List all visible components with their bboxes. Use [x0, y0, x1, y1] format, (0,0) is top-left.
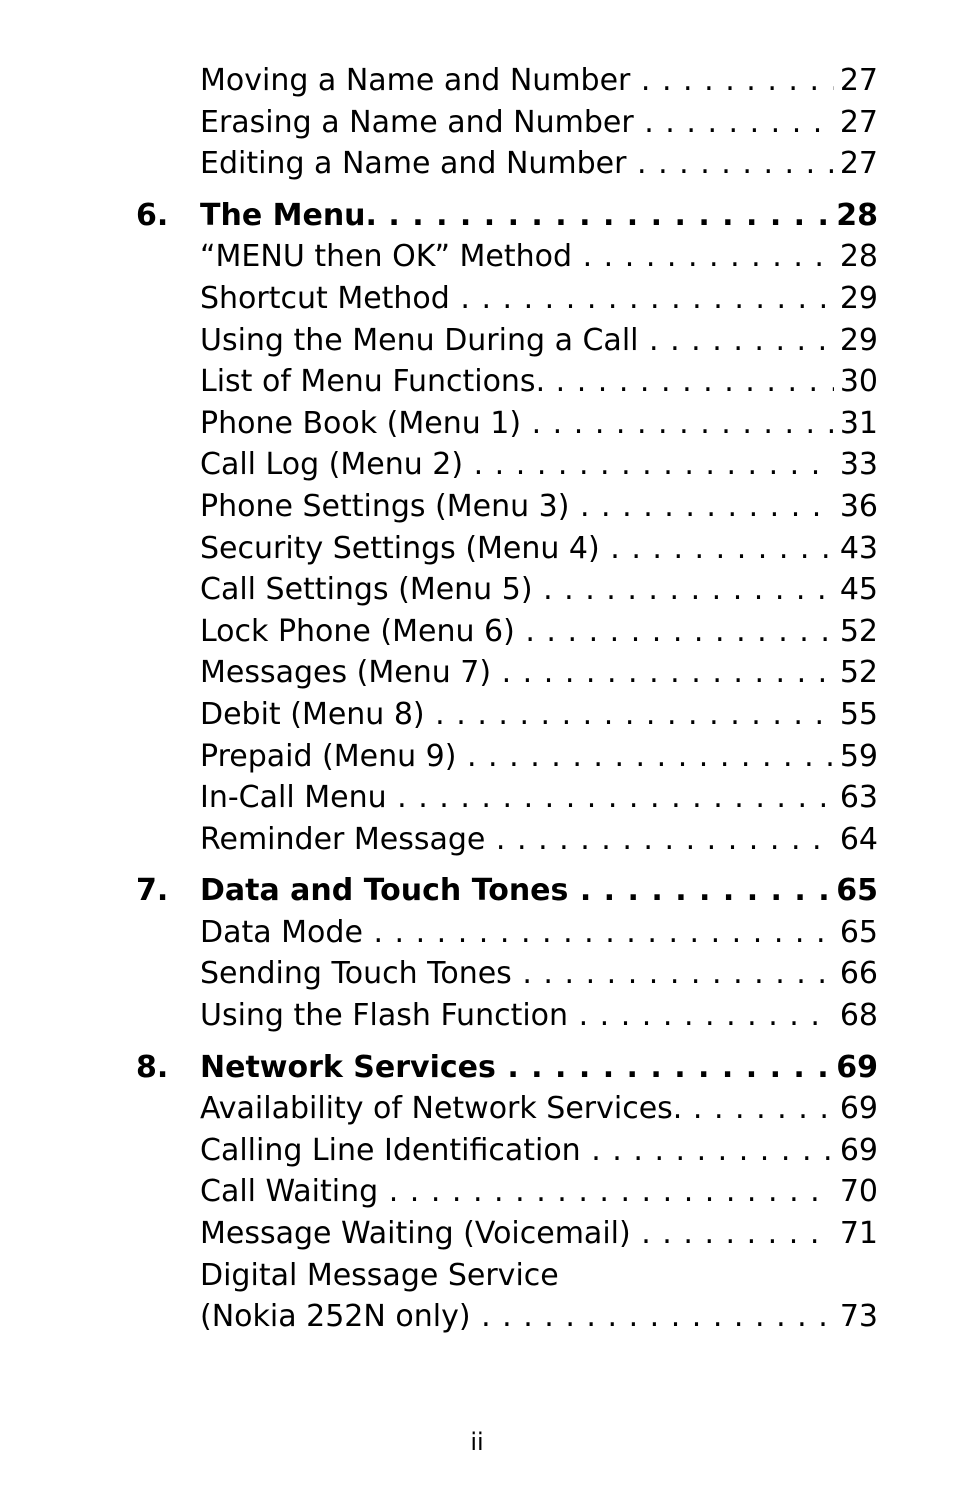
toc-entry: [0, 236, 954, 278]
toc-entry: [0, 486, 954, 528]
toc-entry: [0, 912, 954, 954]
toc-entry: [0, 278, 954, 320]
entry-page-number: 68: [834, 995, 878, 1037]
toc-entry: [0, 444, 954, 486]
entry-title: Security Settings (Menu 4) . . .: [200, 528, 878, 570]
entry-title: Digital Message Service: [200, 1257, 559, 1293]
entry-page-number: 64: [834, 819, 878, 861]
toc-entry: [0, 569, 954, 611]
toc-entry: [0, 1171, 954, 1213]
entry-title: List of Menu Functions. . . .: [200, 361, 878, 403]
toc-entry: [0, 953, 954, 995]
entry-title: Availability of Network Services. . . .: [200, 1088, 878, 1130]
toc-entry: [0, 777, 954, 819]
entry-page-number: 27: [834, 102, 878, 144]
entry-title: Using the Flash Function . . .: [200, 995, 878, 1037]
entry-title: (Nokia 252N only) . . .: [200, 1296, 878, 1338]
entry-page-number: 73: [834, 1296, 878, 1338]
toc-entry: [0, 611, 954, 653]
entry-title: Data Mode . . .: [200, 912, 878, 954]
toc-entry: [0, 320, 954, 362]
entry-page-number: 70: [834, 1171, 878, 1213]
entry-page-number: 29: [834, 278, 878, 320]
entry-page-number: 43: [834, 528, 878, 570]
entry-page-number: 28: [834, 236, 878, 278]
toc-entry: [0, 694, 954, 736]
entry-title: Call Waiting . . .: [200, 1171, 878, 1213]
entry-page-number: 27: [834, 143, 878, 185]
entry-title: Using the Menu During a Call . . .: [200, 320, 878, 362]
entry-page-number: 69: [834, 1088, 878, 1130]
toc-entry: [0, 143, 954, 185]
entry-title: Erasing a Name and Number . . .: [200, 102, 878, 144]
toc-entry: [0, 102, 954, 144]
toc-entry: [0, 1296, 954, 1338]
entry-page-number: 55: [834, 694, 878, 736]
entry-title: Lock Phone (Menu 6) . . .: [200, 611, 878, 653]
entry-title: Sending Touch Tones . . .: [200, 953, 878, 995]
entry-page-number: 59: [834, 736, 878, 778]
chapter-number: 6.: [136, 197, 169, 233]
entry-page-number: 66: [834, 953, 878, 995]
entry-title: Phone Settings (Menu 3) . . .: [200, 486, 878, 528]
entry-title: Call Settings (Menu 5) . . .: [200, 569, 878, 611]
entry-title: Messages (Menu 7) . . .: [200, 652, 878, 694]
entry-title: Phone Book (Menu 1) . . .: [200, 403, 878, 445]
entry-page-number: 31: [834, 403, 878, 445]
entry-title: Editing a Name and Number . . .: [200, 143, 878, 185]
toc-chapter-entry: [0, 870, 954, 912]
toc-entry: [0, 652, 954, 694]
toc-entry: [0, 819, 954, 861]
entry-title: Data and Touch Tones . . .: [200, 870, 878, 912]
toc-entry: [0, 528, 954, 570]
toc-entry: [0, 403, 954, 445]
entry-page-number: 52: [834, 611, 878, 653]
entry-page-number: 69: [834, 1130, 878, 1172]
entry-title: Debit (Menu 8) . . .: [200, 694, 878, 736]
entry-page-number: 29: [834, 320, 878, 362]
toc-entry: [0, 1088, 954, 1130]
entry-page-number: 71: [834, 1213, 878, 1255]
entry-title: Moving a Name and Number . . .: [200, 60, 878, 102]
entry-title: The Menu. . . .: [200, 195, 878, 237]
entry-title: Message Waiting (Voicemail) . . .: [200, 1213, 878, 1255]
entry-title: Reminder Message . . .: [200, 819, 878, 861]
entry-title: In-Call Menu . . .: [200, 777, 878, 819]
entry-title: Network Services . . .: [200, 1047, 878, 1089]
entry-title: Call Log (Menu 2) . . .: [200, 444, 878, 486]
entry-page-number: 65: [830, 870, 878, 912]
toc-entry: [0, 1255, 954, 1297]
entry-page-number: 30: [834, 361, 878, 403]
entry-title: Shortcut Method . . .: [200, 278, 878, 320]
toc-entry: [0, 1213, 954, 1255]
toc-chapter-entry: [0, 195, 954, 237]
toc-entry: [0, 995, 954, 1037]
entry-page-number: 45: [834, 569, 878, 611]
entry-title: “MENU then OK” Method . . .: [200, 236, 878, 278]
table-of-contents: [0, 60, 954, 1338]
entry-title: Prepaid (Menu 9) . . .: [200, 736, 878, 778]
toc-entry: [0, 736, 954, 778]
entry-page-number: 52: [834, 652, 878, 694]
entry-page-number: 33: [834, 444, 878, 486]
chapter-number: 8.: [136, 1049, 169, 1085]
entry-page-number: 65: [834, 912, 878, 954]
toc-entry: [0, 361, 954, 403]
entry-page-number: 27: [834, 60, 878, 102]
toc-chapter-entry: [0, 1047, 954, 1089]
chapter-number: 7.: [136, 873, 169, 909]
toc-entry: [0, 60, 954, 102]
entry-page-number: 69: [830, 1047, 878, 1089]
entry-page-number: 63: [834, 777, 878, 819]
entry-page-number: 28: [830, 195, 878, 237]
page-number: ii: [470, 1428, 484, 1456]
entry-page-number: 36: [834, 486, 878, 528]
entry-title: Calling Line Identification . . .: [200, 1130, 878, 1172]
toc-entry: [0, 1130, 954, 1172]
